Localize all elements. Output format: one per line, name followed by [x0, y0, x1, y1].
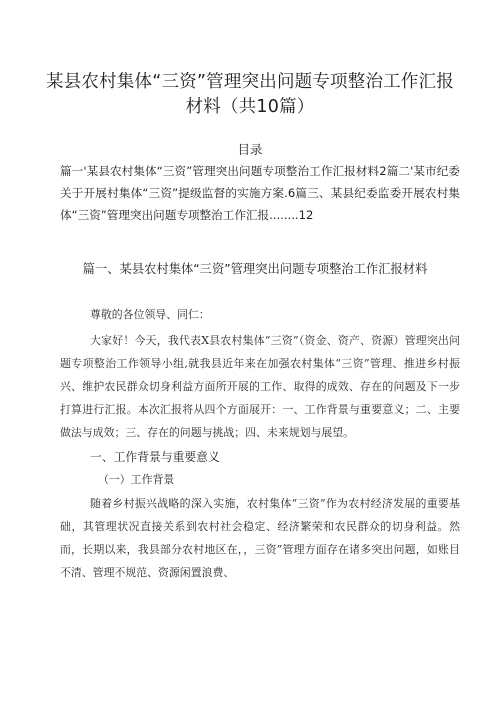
intro-paragraph: 大家好！今天，我代表X县农村集体“三资”（资金、资产、资源）管理突出问题专项整治工作领导小组,就我县近年来在加强农村集体“三资”管理、推进乡村振兴、维护农民群众切身利益方面所开展的工作、取得的成效、存在的问题及下一步打算进行汇报。本次汇报将从四个方面展开：一、工作背景与重要意义；二、主要做法与成效；三、存在的问题与挑战；四、未来规划与展望。: [60, 334, 460, 439]
greeting: 尊敬的各位领导、同仁：: [90, 308, 210, 321]
table-of-contents: 篇一'某县农村集体“三资”管理突出问题专项整治工作汇报材料2篇二'某市纪委关于开展村集体“三资”提级监督的实施方案.6篇三、某县纪委监委开展农村集体“三资”管理突出问题专项整治工作汇报........12: [60, 164, 460, 222]
section-heading-background: 一、工作背景与重要意义: [90, 450, 220, 464]
toc-heading: 目录: [237, 142, 263, 157]
document-body: [60, 303, 460, 584]
document-title: 某县农村集体“三资”管理突出问题专项整治工作汇报材料（共10篇）: [46, 72, 454, 117]
subsection-heading-background: （一）工作背景: [98, 473, 175, 486]
part-one-title: 篇一、某县农村集体“三资”管理突出问题专项整治工作汇报材料: [82, 262, 428, 276]
background-paragraph: 随着乡村振兴战略的深入实施，农村集体“三资”作为农村经济发展的重要基础，其管理状况直接关系到农村社会稳定、经济繁荣和农民群众的切身利益。然而，长期以来，我县部分农村地区在，，三资”管理方面存在诸多突出问题，如账目不清、管理不规范、资源闲置浪费、: [60, 497, 460, 579]
